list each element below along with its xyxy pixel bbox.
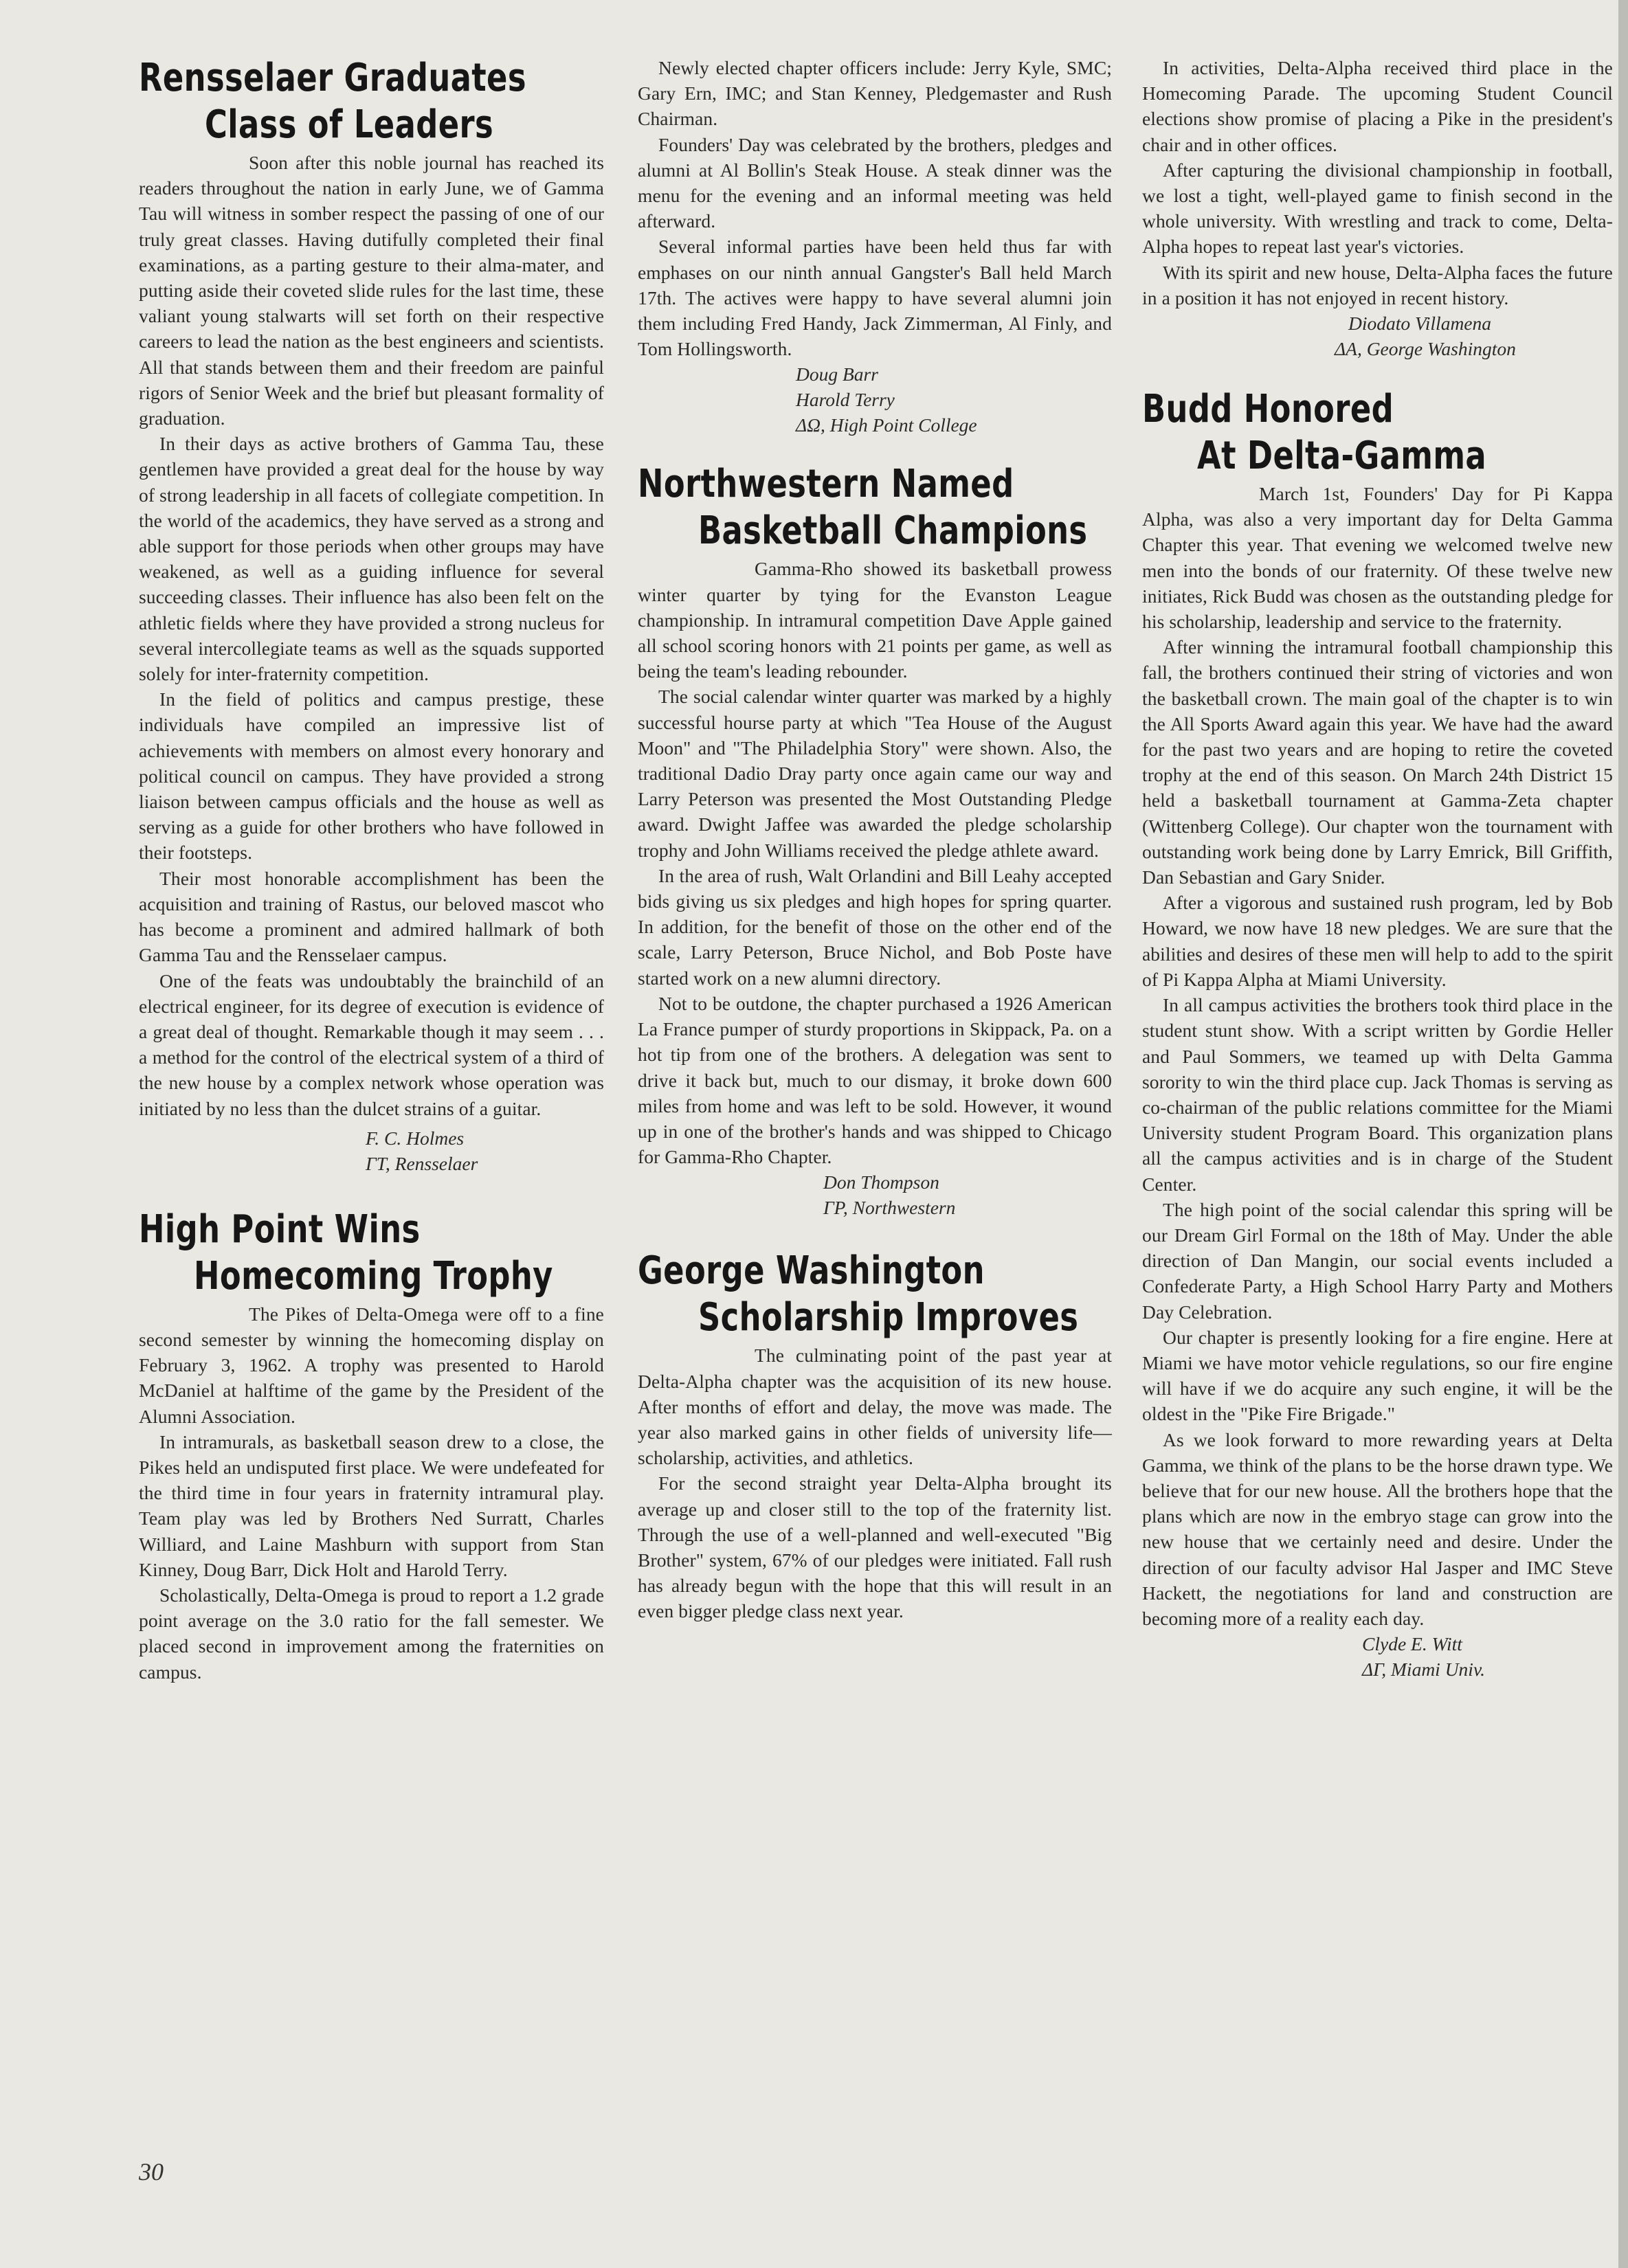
paragraph: Our chapter is presently looking for a fire engine. Here at Miami we have motor vehicle regulations, so our fire engine will have if we do acquire any such engine, it will be the oldest in the "Pike Fire Brigade." — [1142, 1326, 1613, 1425]
paragraph: One of the feats was undoubtably the brainchild of an electrical engineer, for its degree of execution is evidence of a great deal of thought. Remarkable though it may seem . . . a method for the control of the electrical system of a third of the new house by a complex network whose operation was initiated by no less than the dulcet strains of a guitar. — [139, 969, 604, 1119]
paragraph: For the second straight year Delta-Alpha brought its average up and closer still to the top of the fraternity list. Through the use of a well-planned and well-executed "Big Brother" system, 67% of our pledges were initiated. Fall rush has already begun with the hope that this will result in an even bigger pledge class next year. — [638, 1472, 1112, 1622]
northwestern-headline — [638, 461, 1088, 554]
paragraph: In the area of rush, Walt Orlandini and Bill Leahy accepted bids giving us six pledges and high hopes for spring quarter. In addition, for the benefit of those on the other end of the scale, Larry Peterson, Bruce Nichol, and Bob Poste have started work on a new alumni directory. — [638, 864, 1112, 989]
paragraph: As we look forward to more rewarding years at Delta Gamma, we think of the plans to be the horse drawn type. We believe that for our new house. All the brothers hope that the plans which are now in the embryo stage can grow into the new house that we certainly need and desire. Under the direction of our faculty advisor Hal Jasper and IMC Steve Hackett, the negotiations for land and construction are becoming more of a reality each day. — [1142, 1428, 1613, 1629]
paragraph: The high point of the social calendar this spring will be our Dream Girl Formal on the 18th of May. Under the able direction of Dan Mangin, our social events included a Confederate Party, a High School Harry Party and Mothers Day Celebration. — [1142, 1198, 1613, 1323]
paragraph: Newly elected chapter officers include: Jerry Kyle, SMC; Gary Ern, IMC; and Stan Kenney, Pledgemaster and Rush Chairman. — [638, 57, 1112, 130]
paragraph: Not to be outdone, the chapter purchased a 1926 American La France pumper of sturdy proportions in Skippack, Pa. on a hot tip from one of the brothers. A delegation was sent to drive it back but, much to our dismay, it broke down 600 miles from home and was left to be sold. However, it wound up in one of the brother's hands and was shipped to Chicago for Gamma-Rho Chapter. — [638, 992, 1112, 1168]
author-name: Harold Terry — [796, 389, 895, 411]
column-3 — [1142, 55, 1613, 1682]
author-chapter: ΔΩ, High Point College — [796, 414, 977, 436]
paragraph: In intramurals, as basketball season drew to a close, the Pikes held an undisputed first place. We were undefeated for the third time in four years in fraternity intramural play. Team play was led by Brothers Ned Surratt, Charles Williard, and Laine Mashburn with support from Stan Kinney, Doug Barr, Dick Holt and Harold Terry. — [139, 1430, 604, 1580]
headline-line: George Washington — [638, 1248, 985, 1294]
author-chapter: ΓP, Northwestern — [823, 1197, 956, 1219]
author-name: Clyde E. Witt — [1362, 1633, 1462, 1655]
author-chapter: ΓT, Rensselaer — [366, 1152, 478, 1174]
paragraph: In their days as active brothers of Gamma Tau, these gentlemen have provided a great deal for the house by way of strong leadership in all facets of collegiate competition. In the world of the academics, they have served as a strong and able support for those periods when other groups may have weakened, as well as a guiding influence for several succeeding classes. Their influence has also been felt on the athletic fields where they have provided a strong nucleus for several intercollegiate teams as well as the squads supported solely for inter-fraternity competition. — [139, 433, 604, 685]
northwestern-signature — [638, 1169, 1112, 1220]
author-name: Diodato Villamena — [1348, 313, 1492, 335]
paragraph: After winning the intramural football championship this fall, the brothers continued their string of victories and won the basketball crown. The main goal of the chapter is to win the All Sports Award again this year. We have had the award for the past two years and are hoping to retire the coveted trophy at the end of this season. On March 24th District 15 held a basketball tournament at Gamma-Zeta chapter (Wittenberg College). Our chapter won the tournament with outstanding work being done by Larry Emrick, Bill Griffith, Dan Sebastian and Gary Snider. — [1142, 636, 1613, 888]
high-point-article-body-part2 — [638, 55, 1112, 361]
northwestern-article-body — [638, 556, 1112, 1169]
george-washington-article-body-part2 — [1142, 55, 1613, 311]
page-number: 30 — [139, 2158, 164, 2186]
paragraph: The culminating point of the past year at Delta-Alpha chapter was the acquisition of its new house. After months of effort and delay, the move was made. The year also marked gains in other fields of university life—scholarship, activities, and athletics. — [638, 1345, 1112, 1469]
paragraph: Gamma-Rho showed its basketball prowess winter quarter by tying for the Evanston League championship. In intramural competition Dave Apple gained all school scoring honors with 21 points per game, as well as being the team's leading rebounder. — [638, 558, 1112, 682]
paragraph: In the field of politics and campus prestige, these individuals have compiled an impressive list of achievements with members on almost every honorary and political council on campus. They have provided a strong liaison between campus officials and the house as well as serving as a guide for other brothers who have followed in their footsteps. — [139, 688, 604, 864]
author-chapter: ΔA, George Washington — [1335, 338, 1516, 360]
george-washington-headline — [638, 1248, 1079, 1341]
paragraph: Founders' Day was celebrated by the brothers, pledges and alumni at Al Bollin's Steak House. A steak dinner was the menu for the evening and an informal meeting was held afterward. — [638, 133, 1112, 232]
george-washington-article-body-part1 — [638, 1343, 1112, 1624]
paragraph: Several informal parties have been held thus far with emphases on our ninth annual Gangster's Ball held March 17th. The actives were happy to have several alumni join them including Fred Handy, Jack Zimmerman, Al Finly, and Tom Hollingsworth. — [638, 236, 1112, 360]
headline-line: High Point Wins — [139, 1206, 421, 1252]
rensselaer-article-body — [139, 150, 604, 1121]
high-point-signature — [638, 361, 1112, 438]
paragraph: In all campus activities the brothers took third place in the student stunt show. With a script written by Gordie Heller and Paul Sommers, we teamed up with Delta Gamma sorority to win the third place cup. Jack Thomas is serving as co-chairman of the public relations committee for the Miami University student Program Board. This organization plans all the campus activities and is in charge of the Student Center. — [1142, 994, 1613, 1195]
budd-headline — [1142, 386, 1519, 480]
paragraph: Soon after this noble journal has reached its readers throughout the nation in early June, we of Gamma Tau will witness in somber respect the passing of one of our truly great classes. Having dutifully completed their final examinations, as a parting gesture to their alma-mater, and putting aside their coveted slide rules for the last time, these valiant young stalwarts will set forth on their respective careers to lead the nation as the best engineers and scientists. All that stands between them and their freedom are painful rigors of Senior Week and the brief but pleasant formality of graduation. — [139, 152, 604, 429]
page-edge-shadow — [1618, 0, 1628, 2268]
paragraph: The Pikes of Delta-Omega were off to a fine second semester by winning the homecoming display on February 3, 1962. A trophy was presented to Harold McDaniel at halftime of the game by the President of the Alumni Association. — [139, 1303, 604, 1427]
headline-line: Northwestern Named — [638, 462, 1014, 507]
headline-line: Budd Honored — [1142, 387, 1394, 432]
paragraph: Their most honorable accomplishment has been the acquisition and training of Rastus, our beloved mascot who has become a prominent and admired hallmark of both Gamma Tau and the Rensselaer campus. — [139, 867, 604, 966]
headline-line: Scholarship Improves — [698, 1295, 1079, 1340]
rensselaer-signature — [139, 1125, 604, 1176]
author-name: Doug Barr — [796, 363, 878, 385]
headline-line: Rensselaer Graduates — [139, 56, 526, 100]
paragraph: With its spirit and new house, Delta-Alpha faces the future in a position it has not enjoyed in recent history. — [1142, 261, 1613, 308]
paragraph: After a vigorous and sustained rush program, led by Bob Howard, we now have 18 new pledges. We are sure that the abilities and desires of these men will help to add to the spirit of Pi Kappa Alpha at Miami University. — [1142, 892, 1613, 990]
column-1 — [139, 55, 604, 1685]
budd-signature — [1142, 1631, 1613, 1682]
paragraph: In activities, Delta-Alpha received third place in the Homecoming Parade. The upcoming Student Council elections show promise of placing a Pike in the president's chair and in other offices. — [1142, 57, 1613, 155]
headline-line: Homecoming Trophy — [194, 1253, 553, 1299]
author-chapter: ΔΓ, Miami Univ. — [1362, 1659, 1485, 1681]
budd-article-body — [1142, 481, 1613, 1631]
high-point-headline — [139, 1206, 553, 1300]
headline-line: Class of Leaders — [205, 102, 494, 147]
author-name: Don Thompson — [823, 1171, 939, 1193]
column-2 — [638, 55, 1112, 1624]
rensselaer-headline — [139, 55, 526, 148]
headline-line: Basketball Champions — [698, 508, 1088, 554]
paragraph: Scholastically, Delta-Omega is proud to report a 1.2 grade point average on the 3.0 ratio for the fall semester. We placed second in improvement among the fraternities on campus. — [139, 1584, 604, 1683]
george-washington-signature — [1142, 311, 1613, 361]
paragraph: The social calendar winter quarter was marked by a highly successful hourse party at which "Tea House of the August Moon" and "The Philadelphia Story" were shown. Also, the traditional Dadio Dray party once again came our way and Larry Peterson was presented the Most Outstanding Pledge award. Dwight Jaffee was awarded the pledge scholarship trophy and John Williams received the pledge athlete award. — [638, 686, 1112, 861]
headline-line: At Delta-Gamma — [1197, 434, 1487, 479]
author-name: F. C. Holmes — [366, 1127, 465, 1149]
paragraph: March 1st, Founders' Day for Pi Kappa Alpha, was also a very important day for Delta Gamma Chapter this year. That evening we welcomed twelve new men into the bonds of our fraternity. Of these twelve new initiates, Rick Budd was chosen as the outstanding pledge for his scholarship, leadership and service to the fraternity. — [1142, 483, 1613, 633]
paragraph: After capturing the divisional championship in football, we lost a tight, well-played game to finish second in the whole university. With wrestling and track to come, Delta-Alpha hopes to repeat last year's victories. — [1142, 159, 1613, 258]
high-point-article-body-part1 — [139, 1301, 604, 1685]
